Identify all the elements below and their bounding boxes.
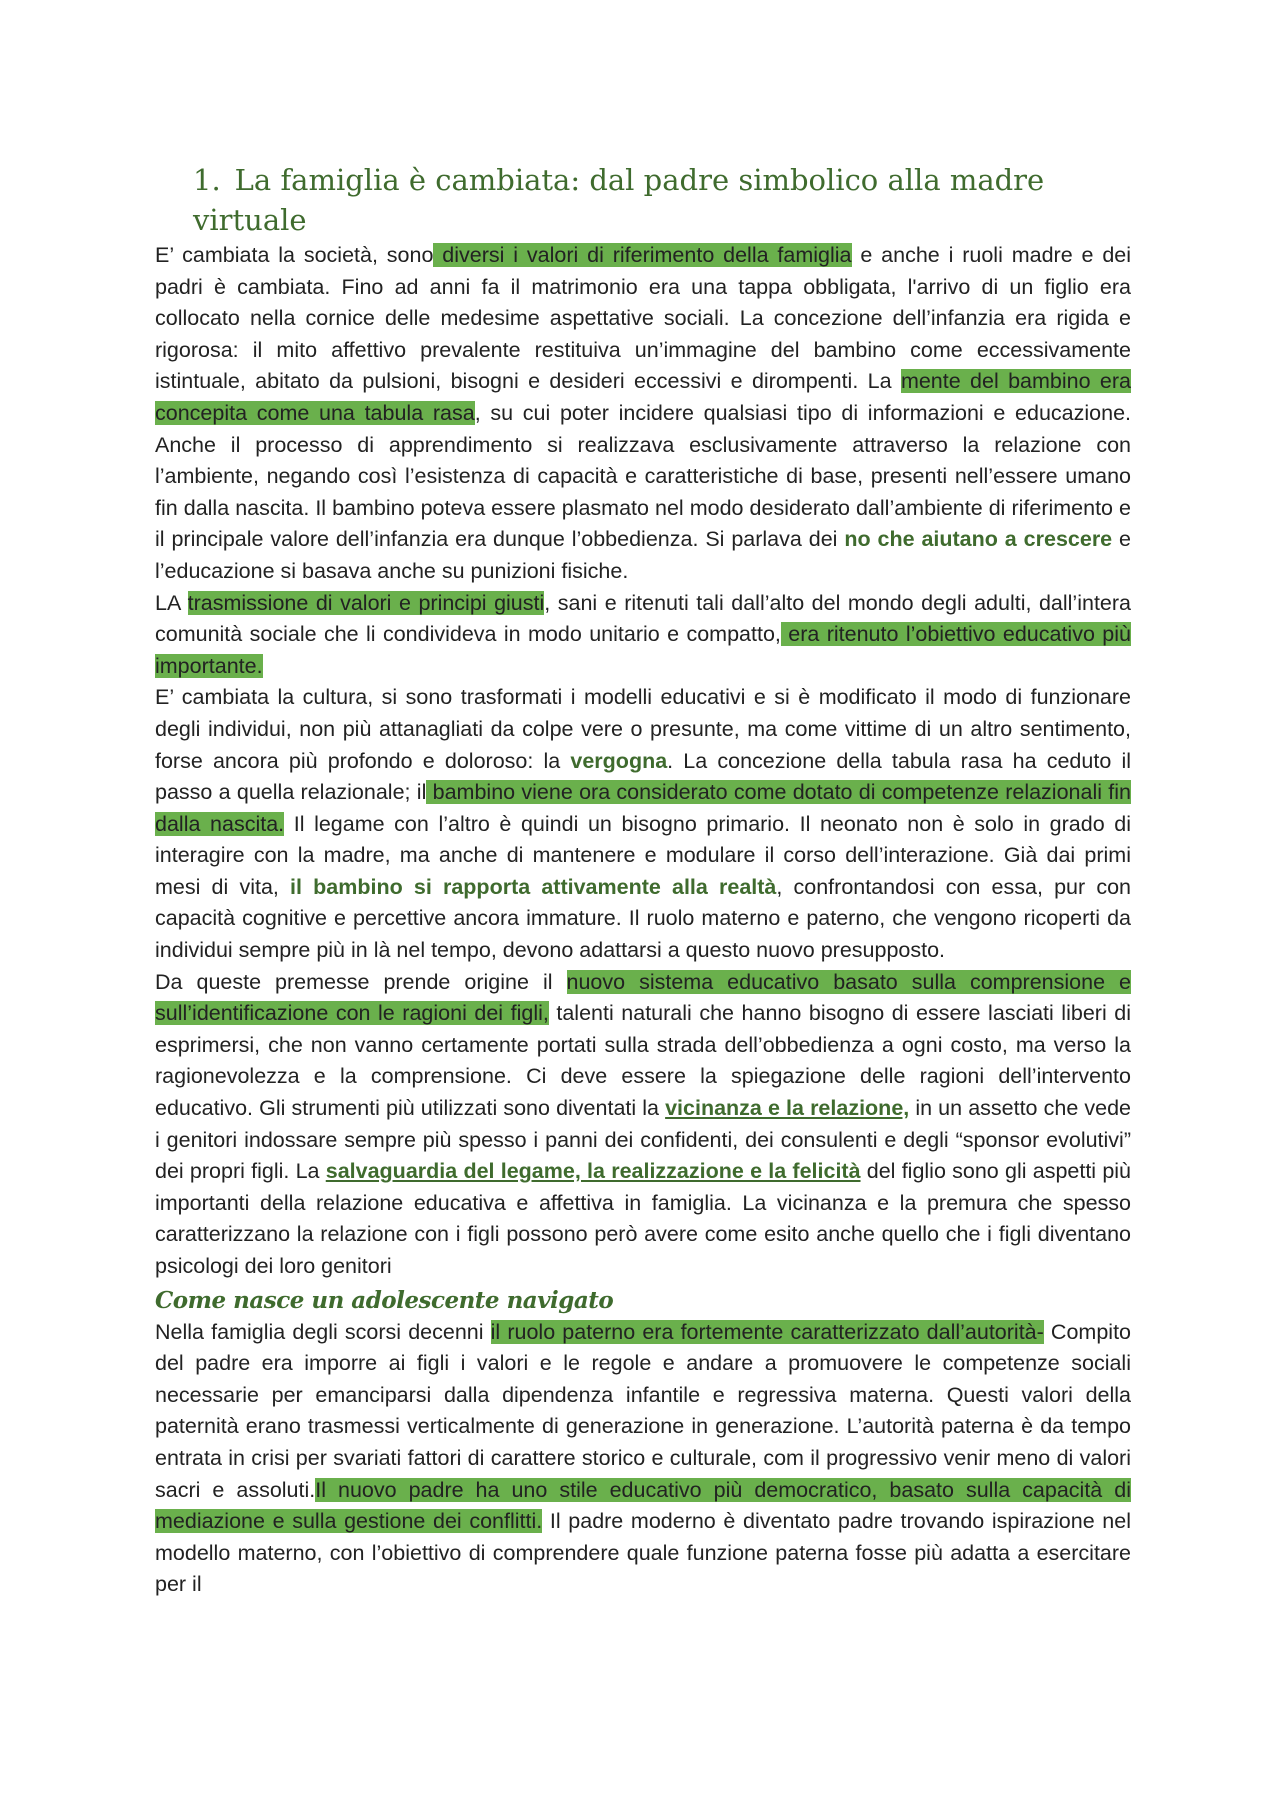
highlight: mente del bambino era concepita come una tabula rasa — [155, 369, 1131, 425]
document-page — [155, 160, 1131, 1601]
paragraph-1 — [155, 240, 1131, 588]
text-run: e l’educazione si basava anche su punizioni fisiche. — [155, 527, 1131, 583]
text-run: in un assetto che vede i genitori indossare sempre più spesso i panni dei confidenti, dei consulenti e degli “sponsor evolutivi” dei propri figli. La — [155, 1096, 1131, 1184]
subsection-title: Come nasce un adolescente navigato — [155, 1286, 614, 1314]
text-run: Il padre moderno è diventato padre trovando ispirazione nel modello materno, con l’obiettivo di comprendere quale funzione paterna fosse più adatta a esercitare per il — [155, 1509, 1131, 1597]
highlight: nuovo sistema educativo basato sulla comprensione e sull’identificazione con le ragioni dei figli, — [155, 969, 1131, 1026]
highlight: il ruolo paterno era fortemente caratterizzato dall’autorità- — [490, 1319, 1044, 1344]
bold-underlined-phrase: vicinanza e la relazione, — [665, 1096, 910, 1121]
paragraph-5 — [155, 1317, 1131, 1601]
text-run: Nella famiglia degli scorsi decenni — [155, 1319, 491, 1344]
text-run: , su cui poter incidere qualsiasi tipo di informazioni e educazione. Anche il processo di apprendimento si realizzava esclusivamente attraverso la relazione con l’ambiente, negando così l’esistenza di capacità e caratteristiche di base, presenti nell’essere umano fin dalla nascita. Il bambino poteva essere plasmato nel modo desiderato dall’ambiente di riferimento e il principale valore dell’infanzia era dunque l’obbedienza. Si parlava dei — [155, 400, 1132, 552]
section-number: 1. — [193, 163, 221, 197]
bold-underlined-phrase: salvaguardia del legame, la realizzazione e la felicità — [325, 1159, 861, 1184]
bold-phrase: no che aiutano a crescere — [844, 527, 1113, 552]
bold-phrase: vergogna — [570, 748, 668, 773]
paragraph-2 — [155, 588, 1131, 683]
highlight: diversi i valori di riferimento della famiglia — [433, 243, 852, 267]
highlight: Il nuovo padre ha uno stile educativo più democratico, basato sulla capacità di mediazione e sulla gestione dei conflitti. — [155, 1477, 1131, 1534]
highlight: era ritenuto l’obiettivo educativo più importante. — [155, 622, 1131, 678]
text-run: , sani e ritenuti tali dall’alto del mondo degli adulti, dall’intera comunità sociale che li condivideva in modo unitario e compatto, — [155, 590, 1131, 647]
paragraph-3 — [155, 682, 1131, 966]
text-run: talenti naturali che hanno bisogno di essere lasciati liberi di esprimersi, che non vanno certamente portati sulla strada dell’obbedienza a ogni costo, ma verso la ragionevolezza e la comprensione. Ci deve essere la spiegazione delle ragioni dell’intervento educativo. Gli strumenti più utilizzati sono diventati la — [155, 1001, 1131, 1121]
text-run: Compito del padre era imporre ai figli i valori e le regole e andare a promuovere le competenze sociali necessarie per emanciparsi dalla dipendenza infantile e regressiva materna. Questi valori della paternità erano trasmessi verticalmente di generazione in generazione. L’autorità paterna è da tempo entrata in crisi per svariati fattori di carattere storico e culturale, com il progressivo venir meno di valori sacri e assoluti. — [155, 1319, 1131, 1502]
text-run: E’ cambiata la cultura, si sono trasformati i modelli educativi e si è modificato il modo di funzionare degli individui, non più attanagliati da colpe vere o presunte, ma come vittime di un altro sentimento, forse ancora più profondo e doloroso: la — [155, 685, 1131, 773]
text-run: e anche i ruoli madre e dei padri è cambiata. Fino ad anni fa il matrimonio era una tappa obbligata, l'arrivo di un figlio era collocato nella cornice delle medesime aspettative sociali. La concezione dell’infanzia era rigida e rigorosa: il mito affettivo prevalente restituiva un’immagine del bambino come eccessivamente istintuale, abitato da pulsioni, bisogni e desideri eccessivi e dirompenti. La — [155, 243, 1132, 394]
section-title — [155, 160, 1131, 240]
text-run: , confrontandosi con essa, pur con capacità cognitive e percettive ancora immature. Il ruolo materno e paterno, che vengono ricoperti da individui sempre più in là nel tempo, devono adattarsi a questo nuovo presupposto. — [155, 874, 1131, 963]
text-run: Il legame con l’altro è quindi un bisogno primario. Il neonato non è solo in grado di interagire con la madre, ma anche di mantenere e modulare il corso dell’interazione. Già dai primi mesi di vita, — [155, 811, 1131, 899]
text-run: LA — [155, 590, 188, 615]
highlight: trasmissione di valori e principi giusti — [187, 590, 545, 615]
paragraph-4 — [155, 967, 1131, 1283]
section-title-text: La famiglia è cambiata: dal padre simbolico alla madre virtuale — [193, 163, 1045, 237]
bold-phrase: il bambino si rapporta attivamente alla realtà — [290, 874, 777, 899]
text-run: Da queste premesse prende origine il — [155, 969, 567, 994]
text-run: E’ cambiata la società, sono — [155, 243, 434, 267]
text-run: del figlio sono gli aspetti più importanti della relazione educativa e affettiva in famiglia. La vicinanza e la premura che spesso caratterizzano la relazione con i figli possono però avere come esito anche quello che i figli diventano psicologi dei loro genitori — [155, 1159, 1132, 1278]
text-run: . La concezione della tabula rasa ha ceduto il passo a quella relazionale; il — [155, 748, 1131, 805]
highlight: bambino viene ora considerato come dotato di competenze relazionali fin dalla nascita. — [155, 780, 1131, 836]
